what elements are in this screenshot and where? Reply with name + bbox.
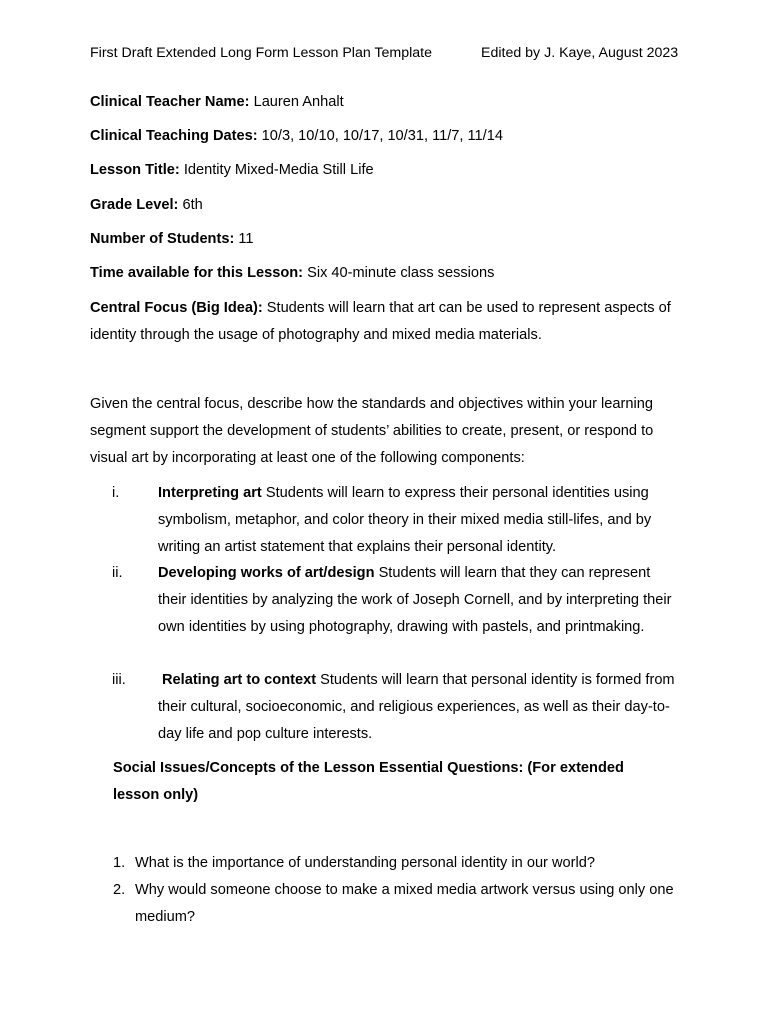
field-label: Time available for this Lesson: (90, 265, 304, 281)
component-label: Developing works of art/design (158, 565, 375, 581)
component-text: Students will learn that personal identity is formed from their cultural, socioeconomic, and religious experiences, as well as their day-to-day life and pop culture interests. (158, 672, 675, 742)
header-edited-by: Edited by J. Kaye, August 2023 (481, 45, 679, 61)
component-text: Students will learn that they can represent their identities by analyzing the work of Joseph Cornell, and by interpreting their own identities by using photography, drawing with pastels, and printmaking. (158, 565, 672, 635)
field-teaching-dates (90, 126, 503, 146)
field-value: Six 40-minute class sessions (307, 265, 495, 281)
component-developing-works (158, 560, 678, 640)
header-template-title: First Draft Extended Long Form Lesson Plan Template (90, 45, 432, 61)
component-number: iii. (112, 672, 126, 688)
essential-question: Why would someone choose to make a mixed media artwork versus using only one medium? (135, 882, 674, 925)
component-interpreting-art (158, 480, 678, 560)
field-grade-level (90, 195, 203, 215)
component-number: ii. (112, 565, 123, 581)
essential-questions-heading: Social Issues/Concepts of the Lesson Essential Questions: (For extended lesson only) (113, 760, 624, 803)
field-value: 11 (238, 231, 254, 247)
component-relating-art (158, 667, 678, 747)
field-value: 10/3, 10/10, 10/17, 10/31, 11/7, 11/14 (261, 128, 503, 144)
field-number-of-students (90, 229, 254, 249)
field-label: Grade Level: (90, 197, 179, 213)
component-label: Relating art to context (162, 672, 317, 688)
field-label: Clinical Teaching Dates: (90, 128, 258, 144)
field-teacher-name (90, 92, 344, 112)
field-value: Students will learn that art can be used to represent aspects of identity through the usage of photography and mixed media materials. (90, 300, 671, 343)
question-number: 2. (113, 882, 126, 898)
field-value: Lauren Anhalt (253, 94, 344, 110)
field-label: Central Focus (Big Idea): (90, 300, 263, 316)
field-value: 6th (182, 197, 203, 213)
question-number: 1. (113, 855, 126, 871)
component-text: Students will learn to express their personal identities using symbolism, metaphor, and color theory in their mixed media still-lifes, and by writing an artist statement that explains their personal identity. (158, 485, 652, 555)
field-label: Clinical Teacher Name: (90, 94, 250, 110)
essential-question: What is the importance of understanding personal identity in our world? (135, 855, 595, 871)
field-label: Number of Students: (90, 231, 235, 247)
field-value: Identity Mixed-Media Still Life (183, 162, 374, 178)
field-lesson-title (90, 160, 374, 180)
field-time-available (90, 263, 494, 283)
component-number: i. (112, 485, 120, 501)
components-prompt: Given the central focus, describe how the standards and objectives within your learning segment support the development of students’ abilities to create, present, or respond to visual art by incorporating at least one of the following components: (90, 396, 654, 466)
field-central-focus (90, 295, 690, 349)
field-label: Lesson Title: (90, 162, 180, 178)
component-label: Interpreting art (158, 485, 262, 501)
